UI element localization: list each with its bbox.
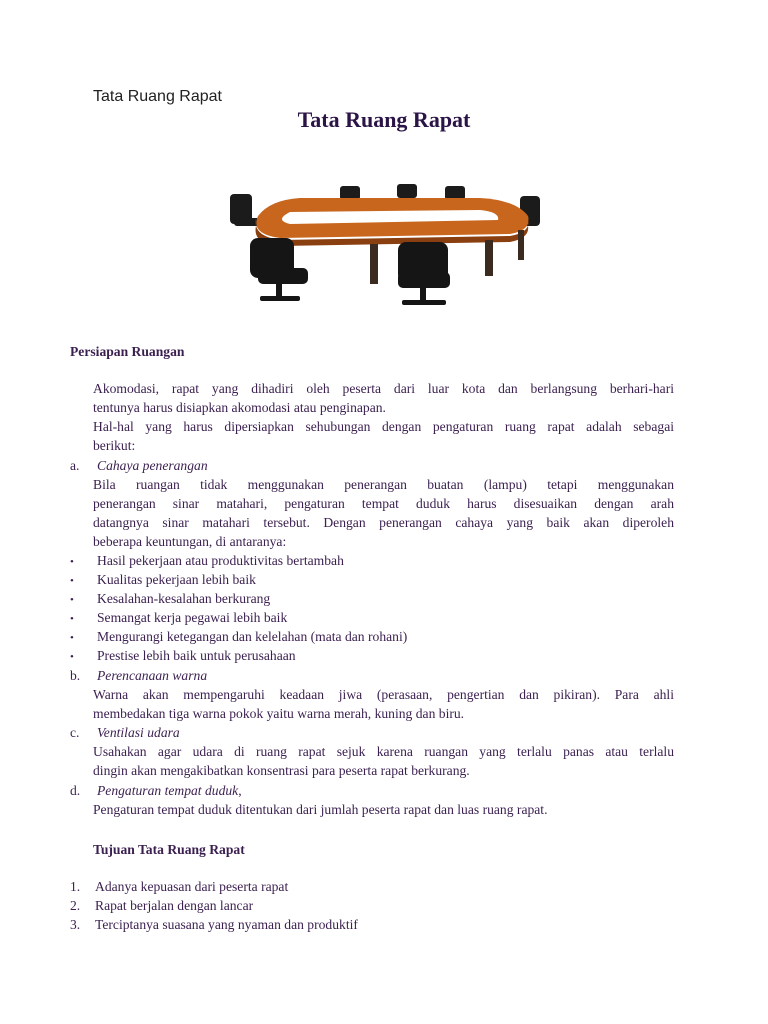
para1-line1: Akomodasi, rapat yang dihadiri oleh peserta dari luar kota dan berlangsung berhari-hari [93, 381, 674, 396]
bullet-icon: • [70, 651, 74, 663]
item-d-marker: d. [70, 783, 81, 798]
section-heading-persiapan: Persiapan Ruangan [70, 344, 185, 359]
bullet-icon: • [70, 575, 74, 587]
item-b-title: Perencanaan warna [97, 668, 208, 683]
numbered-item: Rapat berjalan dengan lancar [95, 898, 254, 913]
bullet-item: Hasil pekerjaan atau produktivitas bertambah [97, 553, 344, 568]
numbered-item-marker: 2. [70, 898, 81, 913]
item-c-marker: c. [70, 725, 80, 740]
item-a-line4: beberapa keuntungan, di antaranya: [93, 534, 287, 549]
numbered-item: Terciptanya suasana yang nyaman dan produktif [95, 917, 358, 932]
item-d-title-suffix: , [238, 783, 242, 798]
item-b-marker: b. [70, 668, 81, 683]
bullet-icon: • [70, 613, 74, 625]
numbered-item-marker: 1. [70, 879, 81, 894]
page-title: Tata Ruang Rapat [297, 107, 471, 132]
para2-line1: Hal-hal yang harus dipersiapkan sehubungan dengan pengaturan ruang rapat adalah sebagai [93, 419, 674, 434]
para1-line2: tentunya harus disiapkan akomodasi atau penginapan. [93, 400, 386, 415]
bullet-icon: • [70, 594, 74, 606]
numbered-item: Adanya kepuasan dari peserta rapat [95, 879, 289, 894]
item-b-line1: Warna akan mempengaruhi keadaan jiwa (perasaan, pengertian dan pikiran). Para ahli [93, 687, 674, 702]
document-header-title: Tata Ruang Rapat [93, 88, 222, 105]
bullet-item: Mengurangi ketegangan dan kelelahan (mata dan rohani) [97, 629, 408, 644]
item-c-line1: Usahakan agar udara di ruang rapat sejuk karena ruangan yang terlalu panas atau terlalu [93, 744, 674, 759]
bullet-item: Prestise lebih baik untuk perusahaan [97, 648, 296, 663]
meeting-table-image [230, 146, 540, 320]
item-d-title: Pengaturan tempat duduk [97, 783, 239, 798]
numbered-item-marker: 3. [70, 917, 81, 932]
section-heading-tujuan: Tujuan Tata Ruang Rapat [93, 842, 245, 857]
bullet-icon: • [70, 556, 74, 568]
item-d-line1: Pengaturan tempat duduk ditentukan dari jumlah peserta rapat dan luas ruang rapat. [93, 802, 548, 817]
item-a-line2: penerangan sinar matahari, pengaturan tempat duduk harus disesuaikan dengan arah [93, 496, 674, 511]
item-a-line3: datangnya sinar matahari tersebut. Dengan penerangan cahaya yang baik akan diperoleh [93, 515, 674, 530]
item-b-line2: membedakan tiga warna pokok yaitu warna merah, kuning dan biru. [93, 706, 465, 721]
item-d-title-wrap [97, 781, 242, 800]
item-a-marker: a. [70, 458, 80, 473]
bullet-item: Kualitas pekerjaan lebih baik [97, 572, 256, 587]
para2-line2: berikut: [93, 438, 136, 453]
bullet-icon: • [70, 632, 74, 644]
item-a-line1: Bila ruangan tidak menggunakan penerangan buatan (lampu) tetapi menggunakan [93, 477, 674, 492]
item-a-title: Cahaya penerangan [97, 458, 208, 473]
item-c-line2: dingin akan mengakibatkan konsentrasi para peserta rapat berkurang. [93, 763, 470, 778]
bullet-item: Kesalahan-kesalahan berkurang [97, 591, 271, 606]
bullet-item: Semangat kerja pegawai lebih baik [97, 610, 288, 625]
item-c-title: Ventilasi udara [97, 725, 180, 740]
